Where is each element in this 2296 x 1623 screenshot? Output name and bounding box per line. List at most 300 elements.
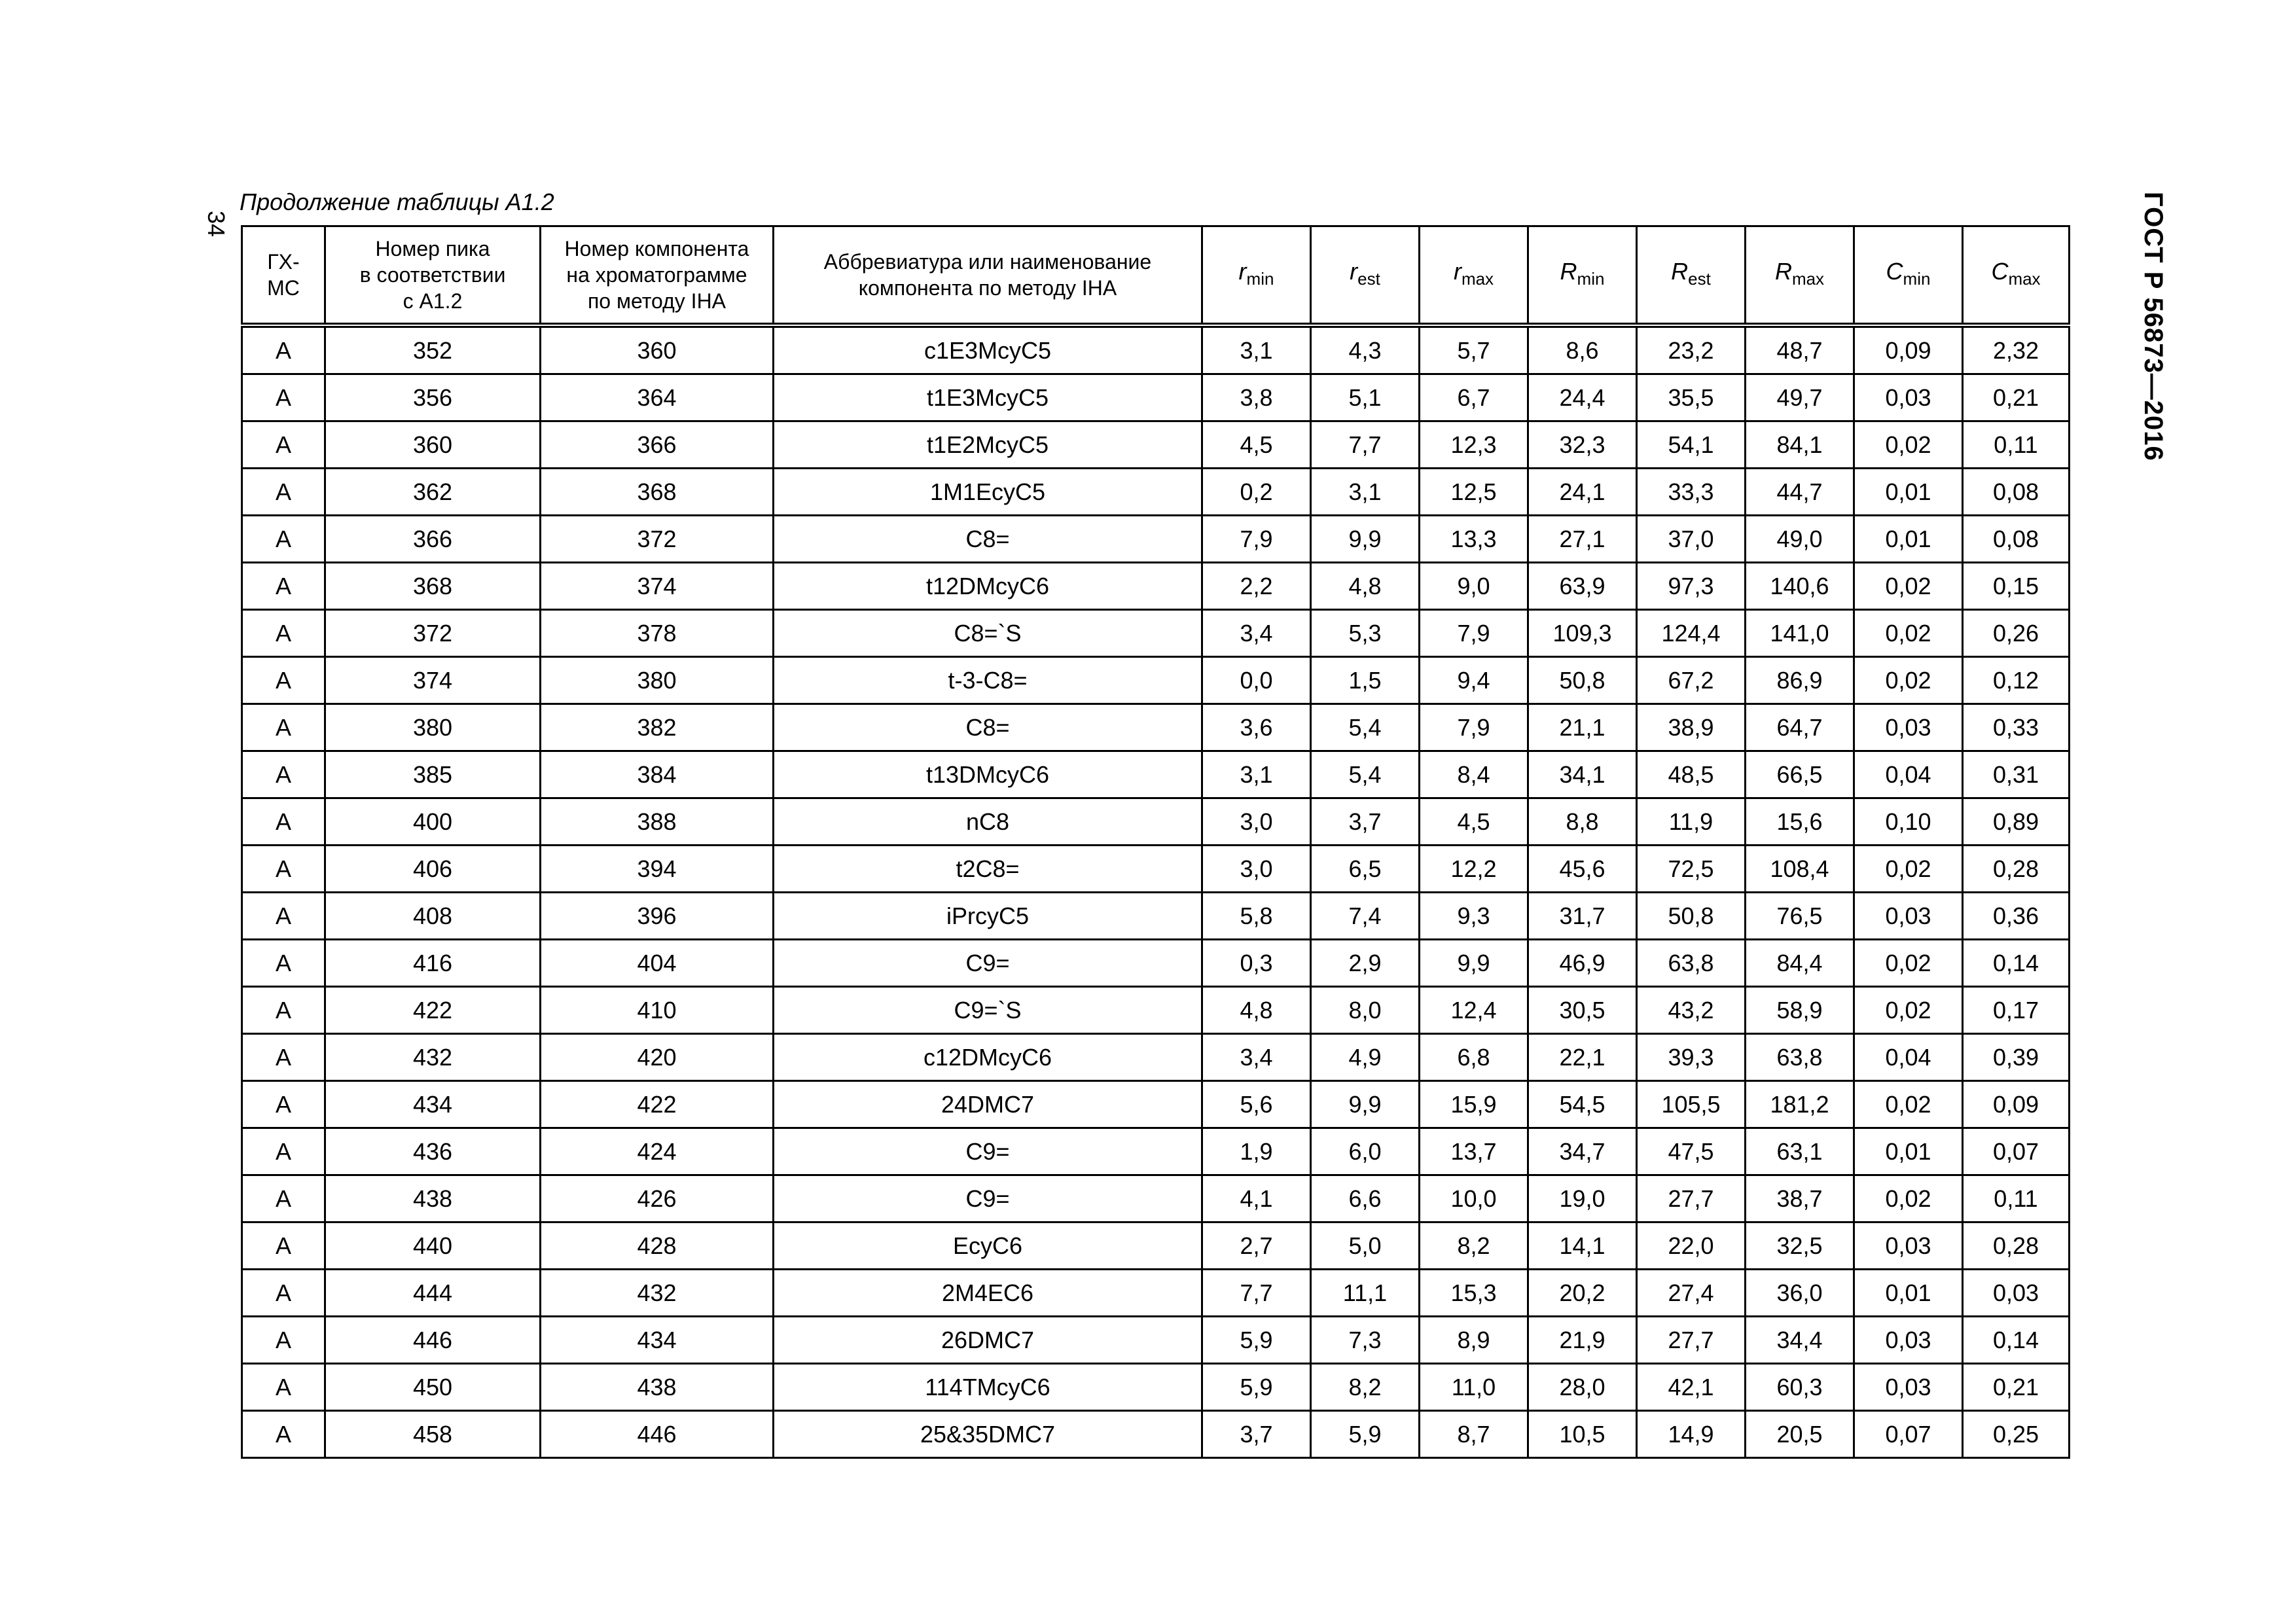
cell-gc-ms: А xyxy=(242,1317,325,1364)
cell-component-number: 394 xyxy=(541,846,774,893)
cell-abbreviation: 1M1EcyC5 xyxy=(774,469,1202,516)
cell-gc-ms: А xyxy=(242,704,325,751)
cell-abbreviation: C8=`S xyxy=(774,610,1202,657)
cell-r-min: 5,6 xyxy=(1202,1081,1311,1128)
cell-r-max: 8,9 xyxy=(1420,1317,1528,1364)
cell-c-max: 0,25 xyxy=(1963,1411,2070,1458)
cell-c-max: 2,32 xyxy=(1963,325,2070,374)
cell-abbreviation: nC8 xyxy=(774,798,1202,846)
cell-abbreviation: C8= xyxy=(774,704,1202,751)
cell-big-r-min: 34,1 xyxy=(1528,751,1637,798)
cell-r-max: 12,4 xyxy=(1420,987,1528,1034)
cell-abbreviation: c12DMcyC6 xyxy=(774,1034,1202,1081)
cell-big-r-min: 109,3 xyxy=(1528,610,1637,657)
cell-component-number: 364 xyxy=(541,374,774,421)
cell-big-r-max: 15,6 xyxy=(1746,798,1854,846)
cell-c-min: 0,02 xyxy=(1854,846,1963,893)
cell-c-min: 0,02 xyxy=(1854,610,1963,657)
header-c-max-symbol: C xyxy=(1991,257,2009,285)
cell-peak-number: 416 xyxy=(325,940,541,987)
cell-abbreviation: 114TMcyC6 xyxy=(774,1364,1202,1411)
cell-c-max: 0,09 xyxy=(1963,1081,2070,1128)
header-big-r-min-symbol: R xyxy=(1560,257,1577,285)
cell-peak-number: 458 xyxy=(325,1411,541,1458)
cell-c-max: 0,08 xyxy=(1963,469,2070,516)
cell-gc-ms: А xyxy=(242,657,325,704)
cell-big-r-est: 27,4 xyxy=(1637,1270,1746,1317)
cell-big-r-est: 105,5 xyxy=(1637,1081,1746,1128)
cell-r-min: 3,0 xyxy=(1202,798,1311,846)
cell-component-number: 396 xyxy=(541,893,774,940)
cell-gc-ms: А xyxy=(242,469,325,516)
cell-big-r-max: 49,7 xyxy=(1746,374,1854,421)
table-row xyxy=(242,1411,2070,1458)
cell-c-max: 0,07 xyxy=(1963,1128,2070,1175)
header-c-min-symbol: C xyxy=(1886,257,1903,285)
cell-peak-number: 362 xyxy=(325,469,541,516)
table-caption: Продолжение таблицы А1.2 xyxy=(240,188,554,215)
header-abbreviation xyxy=(774,226,1202,326)
cell-big-r-est: 124,4 xyxy=(1637,610,1746,657)
cell-big-r-min: 20,2 xyxy=(1528,1270,1637,1317)
cell-c-min: 0,03 xyxy=(1854,1222,1963,1270)
cell-gc-ms: А xyxy=(242,751,325,798)
table-row xyxy=(242,563,2070,610)
cell-r-min: 5,9 xyxy=(1202,1317,1311,1364)
header-peak-number xyxy=(325,226,541,326)
cell-gc-ms: А xyxy=(242,1364,325,1411)
table-row xyxy=(242,1128,2070,1175)
cell-c-min: 0,03 xyxy=(1854,1317,1963,1364)
cell-c-min: 0,03 xyxy=(1854,374,1963,421)
cell-big-r-min: 10,5 xyxy=(1528,1411,1637,1458)
cell-peak-number: 352 xyxy=(325,325,541,374)
cell-r-est: 8,0 xyxy=(1311,987,1420,1034)
cell-c-max: 0,11 xyxy=(1963,1175,2070,1222)
document-code: ГОСТ Р 56873—2016 xyxy=(2139,192,2168,461)
cell-big-r-est: 22,0 xyxy=(1637,1222,1746,1270)
cell-peak-number: 446 xyxy=(325,1317,541,1364)
cell-peak-number: 450 xyxy=(325,1364,541,1411)
cell-component-number: 384 xyxy=(541,751,774,798)
header-big-r-min-sub: min xyxy=(1577,268,1605,289)
cell-r-min: 3,4 xyxy=(1202,1034,1311,1081)
table-header xyxy=(242,226,2070,326)
header-r-min-sub: min xyxy=(1246,268,1274,289)
header-c-max-sub: max xyxy=(2008,268,2041,289)
header-big-r-est-symbol: R xyxy=(1671,257,1689,285)
cell-component-number: 404 xyxy=(541,940,774,987)
header-row xyxy=(242,226,2070,326)
cell-big-r-min: 45,6 xyxy=(1528,846,1637,893)
cell-c-max: 0,11 xyxy=(1963,421,2070,469)
cell-r-max: 11,0 xyxy=(1420,1364,1528,1411)
cell-c-max: 0,28 xyxy=(1963,846,2070,893)
cell-big-r-max: 66,5 xyxy=(1746,751,1854,798)
cell-component-number: 378 xyxy=(541,610,774,657)
cell-abbreviation: C9=`S xyxy=(774,987,1202,1034)
cell-peak-number: 372 xyxy=(325,610,541,657)
header-r-est-sub: est xyxy=(1357,268,1380,289)
table-row xyxy=(242,798,2070,846)
cell-abbreviation: 25&35DMC7 xyxy=(774,1411,1202,1458)
cell-r-est: 6,5 xyxy=(1311,846,1420,893)
cell-abbreviation: C9= xyxy=(774,1128,1202,1175)
cell-big-r-max: 60,3 xyxy=(1746,1364,1854,1411)
cell-component-number: 426 xyxy=(541,1175,774,1222)
cell-c-max: 0,21 xyxy=(1963,374,2070,421)
cell-abbreviation: t2C8= xyxy=(774,846,1202,893)
cell-peak-number: 438 xyxy=(325,1175,541,1222)
cell-c-min: 0,02 xyxy=(1854,987,1963,1034)
cell-peak-number: 440 xyxy=(325,1222,541,1270)
cell-component-number: 374 xyxy=(541,563,774,610)
cell-r-est: 6,0 xyxy=(1311,1128,1420,1175)
header-r-max-sub: max xyxy=(1461,268,1494,289)
cell-big-r-max: 38,7 xyxy=(1746,1175,1854,1222)
cell-abbreviation: 26DMC7 xyxy=(774,1317,1202,1364)
cell-peak-number: 400 xyxy=(325,798,541,846)
cell-r-min: 4,8 xyxy=(1202,987,1311,1034)
cell-peak-number: 385 xyxy=(325,751,541,798)
cell-gc-ms: А xyxy=(242,421,325,469)
table-row xyxy=(242,1081,2070,1128)
cell-big-r-max: 108,4 xyxy=(1746,846,1854,893)
header-gc-ms xyxy=(242,226,325,326)
cell-big-r-max: 48,7 xyxy=(1746,325,1854,374)
cell-c-max: 0,31 xyxy=(1963,751,2070,798)
table-row xyxy=(242,516,2070,563)
cell-c-min: 0,02 xyxy=(1854,563,1963,610)
header-component-number-label: Номер компонента на хроматограмме по методу IHA xyxy=(564,237,749,313)
cell-component-number: 420 xyxy=(541,1034,774,1081)
cell-gc-ms: А xyxy=(242,987,325,1034)
cell-gc-ms: А xyxy=(242,1222,325,1270)
cell-c-max: 0,39 xyxy=(1963,1034,2070,1081)
cell-big-r-max: 181,2 xyxy=(1746,1081,1854,1128)
table-body xyxy=(242,325,2070,1458)
cell-r-min: 2,2 xyxy=(1202,563,1311,610)
cell-r-max: 8,2 xyxy=(1420,1222,1528,1270)
cell-big-r-min: 22,1 xyxy=(1528,1034,1637,1081)
header-big-r-max-symbol: R xyxy=(1774,257,1792,285)
cell-peak-number: 406 xyxy=(325,846,541,893)
header-r-min-symbol: r xyxy=(1238,257,1247,285)
header-r-est xyxy=(1311,226,1420,326)
header-big-r-est xyxy=(1637,226,1746,326)
cell-peak-number: 356 xyxy=(325,374,541,421)
cell-c-max: 0,28 xyxy=(1963,1222,2070,1270)
cell-big-r-est: 14,9 xyxy=(1637,1411,1746,1458)
cell-r-max: 10,0 xyxy=(1420,1175,1528,1222)
cell-component-number: 372 xyxy=(541,516,774,563)
page-number: 34 xyxy=(203,210,230,238)
cell-gc-ms: А xyxy=(242,1081,325,1128)
cell-big-r-max: 58,9 xyxy=(1746,987,1854,1034)
cell-big-r-min: 21,1 xyxy=(1528,704,1637,751)
cell-r-est: 5,0 xyxy=(1311,1222,1420,1270)
cell-big-r-est: 23,2 xyxy=(1637,325,1746,374)
cell-r-est: 2,9 xyxy=(1311,940,1420,987)
cell-big-r-est: 97,3 xyxy=(1637,563,1746,610)
cell-r-min: 0,0 xyxy=(1202,657,1311,704)
cell-r-est: 4,8 xyxy=(1311,563,1420,610)
header-big-r-min xyxy=(1528,226,1637,326)
table-row xyxy=(242,893,2070,940)
cell-big-r-min: 54,5 xyxy=(1528,1081,1637,1128)
cell-big-r-est: 72,5 xyxy=(1637,846,1746,893)
cell-r-max: 12,3 xyxy=(1420,421,1528,469)
cell-big-r-max: 84,1 xyxy=(1746,421,1854,469)
cell-big-r-max: 20,5 xyxy=(1746,1411,1854,1458)
cell-abbreviation: C9= xyxy=(774,940,1202,987)
cell-big-r-est: 35,5 xyxy=(1637,374,1746,421)
cell-gc-ms: А xyxy=(242,610,325,657)
cell-c-min: 0,03 xyxy=(1854,704,1963,751)
cell-r-est: 7,4 xyxy=(1311,893,1420,940)
cell-gc-ms: А xyxy=(242,563,325,610)
cell-abbreviation: C8= xyxy=(774,516,1202,563)
cell-r-max: 9,3 xyxy=(1420,893,1528,940)
cell-c-min: 0,02 xyxy=(1854,940,1963,987)
table-row xyxy=(242,1222,2070,1270)
table-row xyxy=(242,1317,2070,1364)
header-c-min-sub: min xyxy=(1903,268,1931,289)
cell-r-est: 7,7 xyxy=(1311,421,1420,469)
cell-peak-number: 432 xyxy=(325,1034,541,1081)
cell-r-min: 3,7 xyxy=(1202,1411,1311,1458)
cell-r-max: 15,9 xyxy=(1420,1081,1528,1128)
table-row xyxy=(242,1034,2070,1081)
cell-gc-ms: А xyxy=(242,1175,325,1222)
cell-big-r-est: 39,3 xyxy=(1637,1034,1746,1081)
cell-r-min: 0,2 xyxy=(1202,469,1311,516)
cell-c-min: 0,02 xyxy=(1854,657,1963,704)
cell-r-min: 5,9 xyxy=(1202,1364,1311,1411)
cell-r-min: 3,4 xyxy=(1202,610,1311,657)
cell-r-est: 3,7 xyxy=(1311,798,1420,846)
cell-big-r-est: 54,1 xyxy=(1637,421,1746,469)
cell-r-max: 6,8 xyxy=(1420,1034,1528,1081)
cell-r-est: 1,5 xyxy=(1311,657,1420,704)
cell-big-r-max: 76,5 xyxy=(1746,893,1854,940)
cell-gc-ms: А xyxy=(242,1411,325,1458)
data-table xyxy=(241,225,2070,1459)
cell-big-r-est: 42,1 xyxy=(1637,1364,1746,1411)
cell-c-min: 0,02 xyxy=(1854,421,1963,469)
cell-c-max: 0,89 xyxy=(1963,798,2070,846)
cell-r-est: 5,1 xyxy=(1311,374,1420,421)
cell-big-r-est: 37,0 xyxy=(1637,516,1746,563)
cell-gc-ms: А xyxy=(242,516,325,563)
cell-c-min: 0,04 xyxy=(1854,1034,1963,1081)
cell-r-min: 4,1 xyxy=(1202,1175,1311,1222)
cell-big-r-min: 31,7 xyxy=(1528,893,1637,940)
cell-component-number: 388 xyxy=(541,798,774,846)
cell-c-max: 0,08 xyxy=(1963,516,2070,563)
cell-r-est: 3,1 xyxy=(1311,469,1420,516)
cell-r-max: 15,3 xyxy=(1420,1270,1528,1317)
cell-big-r-min: 8,8 xyxy=(1528,798,1637,846)
cell-peak-number: 374 xyxy=(325,657,541,704)
cell-c-max: 0,14 xyxy=(1963,940,2070,987)
cell-component-number: 428 xyxy=(541,1222,774,1270)
cell-peak-number: 366 xyxy=(325,516,541,563)
cell-c-min: 0,02 xyxy=(1854,1081,1963,1128)
cell-r-min: 3,0 xyxy=(1202,846,1311,893)
table-row xyxy=(242,751,2070,798)
cell-r-max: 7,9 xyxy=(1420,610,1528,657)
cell-big-r-est: 11,9 xyxy=(1637,798,1746,846)
cell-big-r-max: 63,8 xyxy=(1746,1034,1854,1081)
cell-r-min: 5,8 xyxy=(1202,893,1311,940)
cell-component-number: 380 xyxy=(541,657,774,704)
cell-big-r-est: 38,9 xyxy=(1637,704,1746,751)
cell-big-r-est: 63,8 xyxy=(1637,940,1746,987)
cell-abbreviation: t12DMcyC6 xyxy=(774,563,1202,610)
header-r-min xyxy=(1202,226,1311,326)
cell-gc-ms: А xyxy=(242,374,325,421)
cell-big-r-min: 30,5 xyxy=(1528,987,1637,1034)
cell-r-min: 3,1 xyxy=(1202,751,1311,798)
cell-abbreviation: t1E3McyC5 xyxy=(774,374,1202,421)
table-row xyxy=(242,374,2070,421)
cell-component-number: 368 xyxy=(541,469,774,516)
cell-r-min: 3,6 xyxy=(1202,704,1311,751)
cell-gc-ms: А xyxy=(242,798,325,846)
cell-abbreviation: 24DMC7 xyxy=(774,1081,1202,1128)
cell-gc-ms: А xyxy=(242,893,325,940)
cell-r-max: 9,0 xyxy=(1420,563,1528,610)
cell-big-r-max: 49,0 xyxy=(1746,516,1854,563)
cell-abbreviation: iPrcyC5 xyxy=(774,893,1202,940)
table-row xyxy=(242,421,2070,469)
cell-c-min: 0,01 xyxy=(1854,1270,1963,1317)
cell-r-est: 4,9 xyxy=(1311,1034,1420,1081)
cell-r-max: 7,9 xyxy=(1420,704,1528,751)
cell-peak-number: 444 xyxy=(325,1270,541,1317)
cell-component-number: 382 xyxy=(541,704,774,751)
cell-big-r-max: 84,4 xyxy=(1746,940,1854,987)
cell-component-number: 434 xyxy=(541,1317,774,1364)
cell-big-r-est: 47,5 xyxy=(1637,1128,1746,1175)
cell-abbreviation: C9= xyxy=(774,1175,1202,1222)
cell-r-est: 9,9 xyxy=(1311,516,1420,563)
cell-big-r-min: 50,8 xyxy=(1528,657,1637,704)
header-c-max xyxy=(1963,226,2070,326)
cell-r-max: 4,5 xyxy=(1420,798,1528,846)
cell-c-max: 0,33 xyxy=(1963,704,2070,751)
cell-c-max: 0,17 xyxy=(1963,987,2070,1034)
header-r-max xyxy=(1420,226,1528,326)
cell-r-est: 5,9 xyxy=(1311,1411,1420,1458)
cell-abbreviation: EcyC6 xyxy=(774,1222,1202,1270)
cell-big-r-max: 36,0 xyxy=(1746,1270,1854,1317)
cell-big-r-max: 63,1 xyxy=(1746,1128,1854,1175)
cell-r-max: 5,7 xyxy=(1420,325,1528,374)
cell-big-r-est: 43,2 xyxy=(1637,987,1746,1034)
cell-r-est: 5,4 xyxy=(1311,704,1420,751)
cell-r-min: 3,1 xyxy=(1202,325,1311,374)
table-row xyxy=(242,325,2070,374)
table-row xyxy=(242,1175,2070,1222)
cell-c-max: 0,26 xyxy=(1963,610,2070,657)
cell-big-r-max: 34,4 xyxy=(1746,1317,1854,1364)
cell-big-r-min: 8,6 xyxy=(1528,325,1637,374)
cell-component-number: 432 xyxy=(541,1270,774,1317)
cell-r-min: 7,9 xyxy=(1202,516,1311,563)
cell-c-max: 0,36 xyxy=(1963,893,2070,940)
cell-r-max: 8,7 xyxy=(1420,1411,1528,1458)
cell-gc-ms: А xyxy=(242,325,325,374)
cell-r-est: 5,3 xyxy=(1311,610,1420,657)
header-gc-ms-label: ГХ- МС xyxy=(267,250,300,300)
cell-r-est: 7,3 xyxy=(1311,1317,1420,1364)
cell-big-r-min: 27,1 xyxy=(1528,516,1637,563)
cell-r-est: 8,2 xyxy=(1311,1364,1420,1411)
cell-component-number: 360 xyxy=(541,325,774,374)
cell-big-r-est: 27,7 xyxy=(1637,1175,1746,1222)
cell-component-number: 366 xyxy=(541,421,774,469)
header-big-r-max-sub: max xyxy=(1791,268,1825,289)
cell-gc-ms: А xyxy=(242,846,325,893)
header-component-number xyxy=(541,226,774,326)
header-big-r-max xyxy=(1746,226,1854,326)
table-row xyxy=(242,987,2070,1034)
table-row xyxy=(242,846,2070,893)
cell-big-r-max: 86,9 xyxy=(1746,657,1854,704)
cell-r-max: 12,5 xyxy=(1420,469,1528,516)
cell-c-min: 0,03 xyxy=(1854,1364,1963,1411)
cell-c-min: 0,03 xyxy=(1854,893,1963,940)
cell-peak-number: 422 xyxy=(325,987,541,1034)
cell-c-max: 0,12 xyxy=(1963,657,2070,704)
cell-r-max: 9,4 xyxy=(1420,657,1528,704)
cell-abbreviation: c1E3McyC5 xyxy=(774,325,1202,374)
cell-r-min: 2,7 xyxy=(1202,1222,1311,1270)
header-r-max-symbol: r xyxy=(1453,257,1462,285)
table-row xyxy=(242,940,2070,987)
table-row xyxy=(242,1364,2070,1411)
cell-abbreviation: 2M4EC6 xyxy=(774,1270,1202,1317)
cell-big-r-min: 46,9 xyxy=(1528,940,1637,987)
cell-big-r-est: 50,8 xyxy=(1637,893,1746,940)
cell-gc-ms: А xyxy=(242,940,325,987)
cell-gc-ms: А xyxy=(242,1270,325,1317)
cell-component-number: 422 xyxy=(541,1081,774,1128)
cell-c-min: 0,02 xyxy=(1854,1175,1963,1222)
cell-peak-number: 408 xyxy=(325,893,541,940)
header-abbreviation-label: Аббревиатура или наименование компонента по методу IHA xyxy=(823,250,1152,300)
cell-peak-number: 380 xyxy=(325,704,541,751)
cell-r-min: 4,5 xyxy=(1202,421,1311,469)
cell-component-number: 438 xyxy=(541,1364,774,1411)
cell-c-max: 0,21 xyxy=(1963,1364,2070,1411)
cell-component-number: 424 xyxy=(541,1128,774,1175)
header-r-est-symbol: r xyxy=(1350,257,1358,285)
cell-big-r-min: 21,9 xyxy=(1528,1317,1637,1364)
cell-c-max: 0,15 xyxy=(1963,563,2070,610)
cell-c-min: 0,04 xyxy=(1854,751,1963,798)
cell-r-est: 9,9 xyxy=(1311,1081,1420,1128)
cell-r-min: 1,9 xyxy=(1202,1128,1311,1175)
cell-c-max: 0,03 xyxy=(1963,1270,2070,1317)
cell-peak-number: 360 xyxy=(325,421,541,469)
table-row xyxy=(242,704,2070,751)
cell-r-est: 5,4 xyxy=(1311,751,1420,798)
cell-r-min: 3,8 xyxy=(1202,374,1311,421)
cell-big-r-min: 24,4 xyxy=(1528,374,1637,421)
